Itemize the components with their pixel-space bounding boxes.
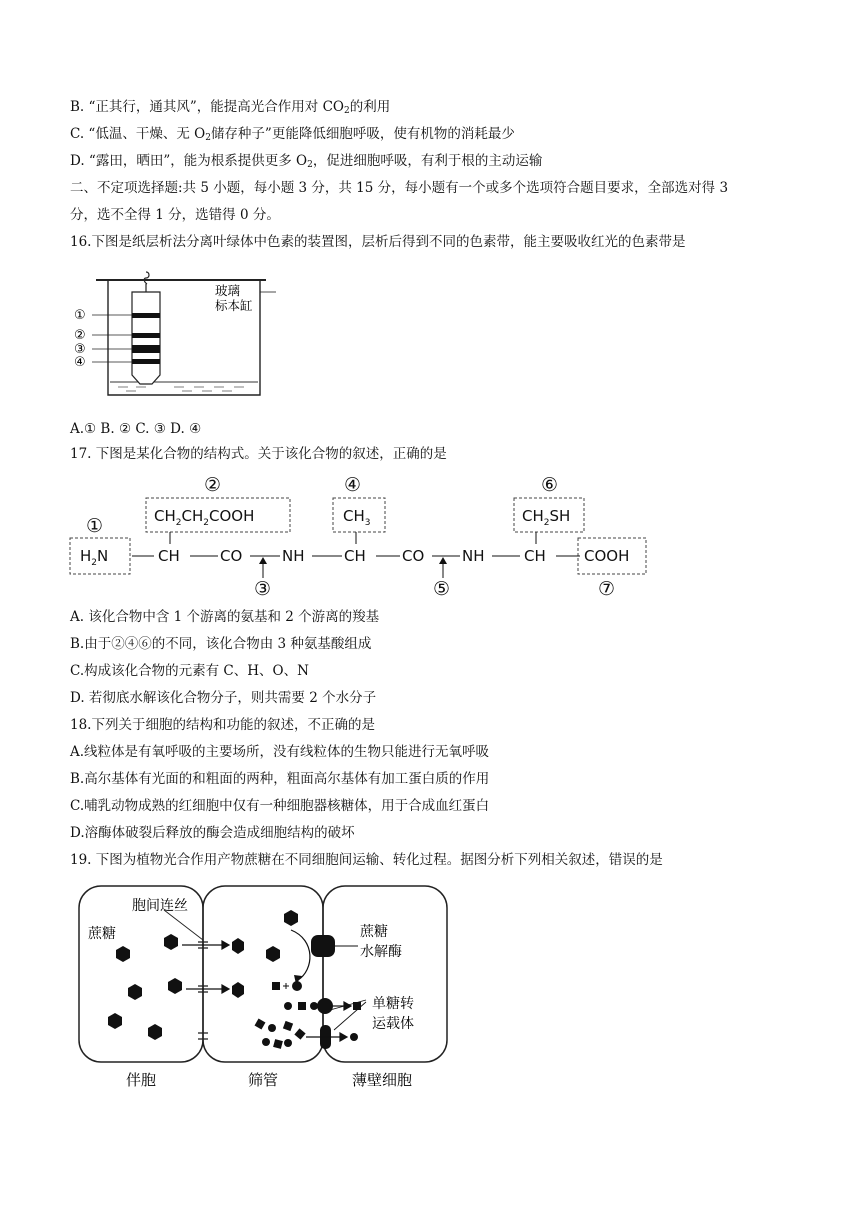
imino-2: NH [462, 547, 485, 565]
band-label-3: ③ [74, 342, 86, 357]
circle-label-5: ⑤ [433, 578, 451, 600]
label-sucrase-1: 蔗糖 [360, 924, 388, 940]
option-c-line [70, 124, 515, 148]
sucrose-transport-figure [76, 880, 456, 1095]
label-sucrase-2: 水解酶 [360, 944, 402, 960]
pigment-band-3 [132, 345, 160, 353]
option-c-text: C. “低温、干燥、无 O [70, 126, 206, 142]
monosaccharides [255, 1002, 318, 1049]
hook [144, 272, 149, 284]
pigment-band-2 [132, 333, 160, 338]
q17-stem: 17. 下图是某化合物的结构式。关于该化合物的叙述，正确的是 [70, 446, 447, 462]
amino-group: $H_2N$ [80, 547, 109, 568]
q18-option-b: B.高尔基体有光面的和粗面的两种，粗面高尔基体有加工蛋白质的作用 [70, 771, 490, 787]
label-glass: 玻璃 [215, 283, 241, 298]
circle-label-2: ② [204, 474, 222, 496]
pigment-band-1 [132, 313, 160, 318]
r-group-4: $CH_3$ [343, 507, 371, 528]
label-transporter-2: 运载体 [372, 1016, 414, 1032]
arrow-peptide-bond-3 [259, 557, 267, 564]
option-c-tail: 储存种子”更能降低细胞呼吸，使有机物的消耗最少 [210, 126, 515, 142]
circle-label-4: ④ [344, 474, 362, 496]
transporter-1 [317, 998, 333, 1014]
subscript: 2 [307, 160, 313, 170]
label-companion-cell: 伴胞 [126, 1071, 157, 1089]
section-heading-cont: 分，选不全得 1 分，选错得 0 分。 [70, 207, 280, 223]
q16-options: A.① B. ② C. ③ D. ④ [70, 421, 202, 437]
alpha-carbon-3: CH [524, 547, 546, 565]
sucrase-enzyme [311, 935, 335, 957]
sucrose-molecules [108, 934, 182, 1040]
circle-label-7: ⑦ [598, 578, 616, 600]
r-group-6: $CH_2SH$ [522, 507, 571, 528]
q19-stem: 19. 下图为植物光合作用产物蔗糖在不同细胞间运输、转化过程。据图分析下列相关叙述，错误的是 [70, 852, 663, 868]
option-d-line [70, 151, 542, 175]
q18-stem: 18.下列关于细胞的结构和功能的叙述，不正确的是 [70, 717, 375, 733]
subscript: 2 [344, 106, 350, 116]
circle-label-1: ① [86, 515, 104, 537]
label-specimen-jar: 标本缸 [215, 298, 253, 313]
option-d-text: D. “露田，晒田”，能为根系提供更多 O [70, 153, 308, 169]
q17-option-c: C.构成该化合物的元素有 C、H、O、N [70, 663, 309, 679]
q18-option-c: C.哺乳动物成熟的红细胞中仅有一种细胞器核糖体，用于合成血红蛋白 [70, 798, 490, 814]
option-d-tail: ，促进细胞呼吸，有利于根的主动运输 [312, 153, 543, 169]
label-plasmodesmata: 胞间连丝 [132, 898, 188, 914]
label-sieve-tube: 筛管 [248, 1071, 279, 1089]
pigment-band-4 [132, 359, 160, 364]
band-label-2: ② [74, 328, 86, 343]
q17-option-a: A. 该化合物中含 1 个游离的氨基和 2 个游离的羧基 [70, 609, 380, 625]
subscript: 2 [205, 133, 211, 143]
option-b-line [70, 97, 390, 121]
label-parenchyma: 薄壁细胞 [352, 1071, 413, 1089]
label-sucrose: 蔗糖 [88, 926, 116, 942]
band-label-1: ① [74, 308, 86, 323]
arrow-peptide-bond-5 [439, 557, 447, 564]
q18-option-d: D.溶酶体破裂后释放的酶会造成细胞结构的破坏 [70, 825, 355, 841]
carbonyl-2: CO [402, 547, 425, 565]
carbonyl-1: CO [220, 547, 243, 565]
r-group-2: $CH_2CH_2COOH$ [154, 507, 255, 528]
alpha-carbon-1: CH [158, 547, 180, 565]
q16-stem: 16.下图是纸层析法分离叶绿体中色素的装置图，层析后得到不同的色素带，能主要吸收红光的色素带是 [70, 234, 686, 250]
section-heading: 二、不定项选择题:共 5 小题，每小题 3 分，共 15 分，每小题有一个或多个选项符合题目要求，全部选对得 3 [70, 180, 729, 196]
imino-1: NH [282, 547, 305, 565]
chromatography-figure [70, 270, 290, 405]
peptide-structure-figure [66, 470, 666, 602]
carboxyl-group: COOH [584, 547, 630, 565]
circle-label-3: ③ [254, 578, 272, 600]
circle-label-6: ⑥ [541, 474, 559, 496]
q18-option-a: A.线粒体是有氧呼吸的主要场所，没有线粒体的生物只能进行无氧呼吸 [70, 744, 490, 760]
label-transporter-1: 单糖转 [372, 996, 414, 1012]
option-b-tail: 的利用 [349, 99, 391, 115]
alpha-carbon-2: CH [344, 547, 366, 565]
q17-option-b: B.由于②④⑥的不同，该化合物由 3 种氨基酸组成 [70, 636, 372, 652]
band-label-4: ④ [74, 355, 86, 370]
q17-option-d: D. 若彻底水解该化合物分子，则共需要 2 个水分子 [70, 690, 377, 706]
option-b-text: B. “正其行，通其风”，能提高光合作用对 CO [70, 99, 344, 115]
